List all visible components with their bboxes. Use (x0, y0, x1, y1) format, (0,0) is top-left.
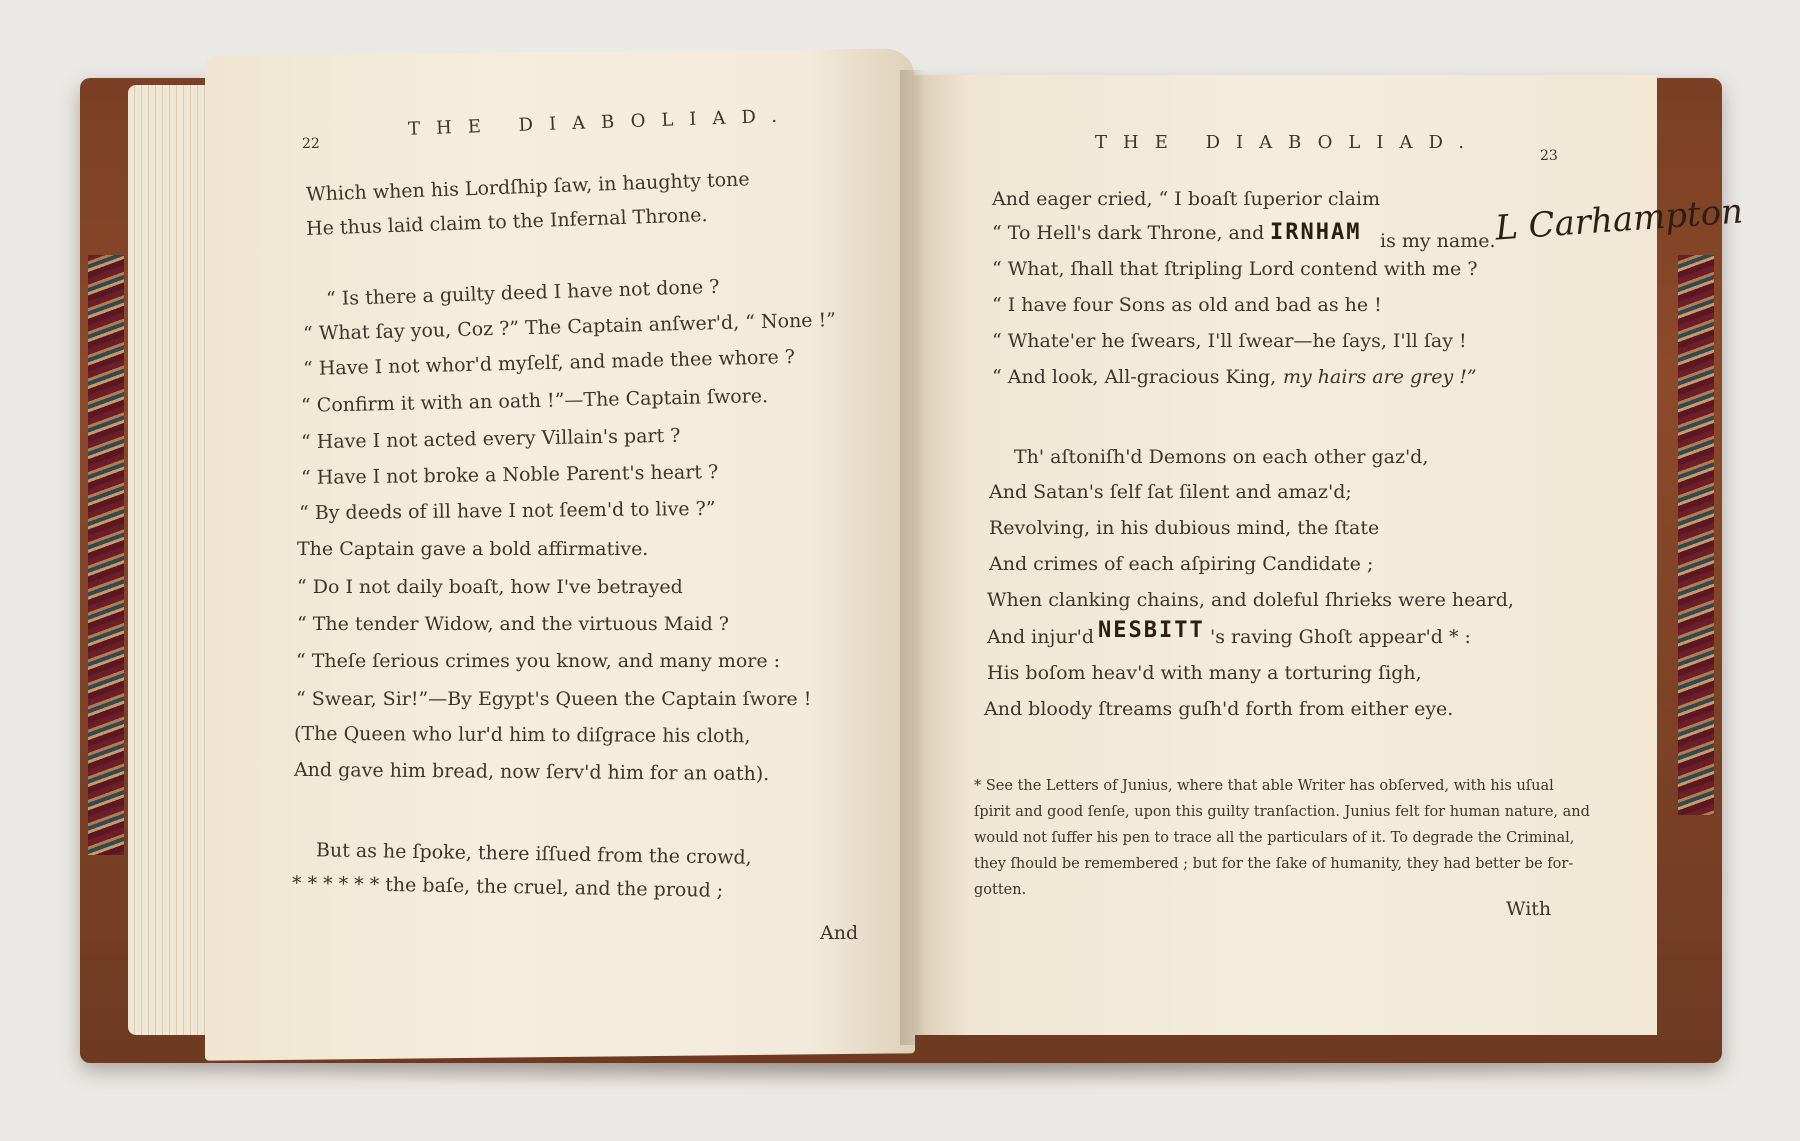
page-number-right: 23 (1540, 148, 1558, 164)
verse-line: And crimes of each aſpiring Candidate ; (989, 553, 1374, 575)
handwritten-signature: L Carhampton (1493, 191, 1745, 249)
verse-line: “ Have I not whor'd myſelf, and made thee whore ? (302, 345, 796, 381)
book-gutter (900, 70, 926, 1045)
verse-line-italic: my hairs are grey !” (1283, 366, 1477, 388)
marbled-endpaper-right (1678, 255, 1714, 815)
verse-line: “ Have I not broke a Noble Parent's heart ? (300, 461, 719, 489)
footnote-line: * See the Letters of Junius, where that able Writer has obſerved, with his uſual (974, 778, 1554, 794)
verse-line: “ What ſay you, Coz ?” The Captain anſwer'd, “ None !” (302, 309, 837, 345)
verse-line: “ Theſe ſerious crimes you know, and many more : (296, 650, 781, 672)
verse-line: And injur'd (987, 626, 1095, 648)
verse-line: And eager cried, “ I boaſt ſuperior claim (992, 188, 1381, 210)
handwritten-name: IRNHAM (1270, 220, 1362, 245)
verse-line: “ Have I not acted every Villain's part ? (300, 424, 681, 454)
verse-line: He thus laid claim to the Infernal Throne. (305, 203, 708, 241)
verse-line: But as he ſpoke, there iſſued from the crowd, (315, 839, 752, 869)
verse-line: “ By deeds of ill have I not ſeem'd to live ?” (298, 497, 716, 525)
footnote-line: they ſhould be remembered ; but for the ſake of humanity, they had better be for- (974, 856, 1574, 872)
verse-line: Revolving, in his dubious mind, the ſtate (989, 517, 1380, 539)
verse-line: “ I have four Sons as old and bad as he ! (992, 294, 1382, 316)
handwritten-name: NESBITT (1098, 618, 1205, 643)
verse-line: “ To Hell's dark Throne, and (992, 222, 1265, 244)
verse-line: When clanking chains, and doleful ſhrieks were heard, (987, 589, 1514, 611)
footnote-line: would not ſuffer his pen to trace all the particulars of it. To degrade the Criminal, (974, 830, 1575, 846)
verse-line: “ Whate'er he ſwears, I'll ſwear—he ſays, I'll ſay ! (992, 330, 1467, 352)
verse-line: (The Queen who lur'd him to diſgrace his cloth, (293, 722, 751, 748)
footnote-line: ſpirit and good ſenſe, upon this guilty tranſaction. Junius felt for human nature, and (974, 804, 1590, 820)
verse-line: “ What, ſhall that ſtripling Lord contend with me ? (992, 258, 1478, 280)
running-header-right: THE DIABOLIAD. (1095, 132, 1480, 153)
running-header-left: THE DIABOLIAD. (407, 105, 794, 140)
verse-line: His boſom heav'd with many a torturing ſigh, (987, 662, 1422, 684)
verse-line: “ The tender Widow, and the virtuous Maid ? (297, 613, 729, 635)
footnote-line: gotten. (974, 882, 1027, 898)
verse-line: “ Do I not daily boaſt, how I've betrayed (297, 576, 683, 598)
verse-line: “ Is there a guilty deed I have not done ? (325, 275, 720, 311)
verse-line: Which when his Lordſhip ſaw, in haughty tone (305, 168, 750, 206)
verse-line: And bloody ſtreams guſh'd forth from either eye. (984, 698, 1454, 720)
verse-line: “ Swear, Sir!”—By Egypt's Queen the Captain ſwore ! (296, 688, 812, 710)
verse-line: “ And look, All-gracious King, (992, 366, 1277, 388)
verse-line: And gave him bread, now ſerv'd him for an oath). (293, 758, 770, 786)
verse-line: “ Confirm it with an oath !”—The Captain ſwore. (300, 385, 769, 417)
catchword-left: And (820, 922, 859, 944)
verse-line: Th' aſtoniſh'd Demons on each other gaz'd, (1014, 446, 1429, 468)
verse-line: is my name. (1380, 230, 1496, 252)
verse-line: * * * * * * the baſe, the cruel, and the proud ; (291, 872, 724, 902)
verse-line: 's raving Ghoſt appear'd * : (1210, 626, 1471, 648)
marbled-endpaper-left (88, 255, 124, 855)
page-number-left: 22 (302, 136, 320, 152)
verse-line: And Satan's ſelf ſat ſilent and amaz'd; (989, 481, 1352, 503)
verse-line: The Captain gave a bold affirmative. (297, 538, 649, 560)
catchword-right: With (1506, 898, 1552, 920)
